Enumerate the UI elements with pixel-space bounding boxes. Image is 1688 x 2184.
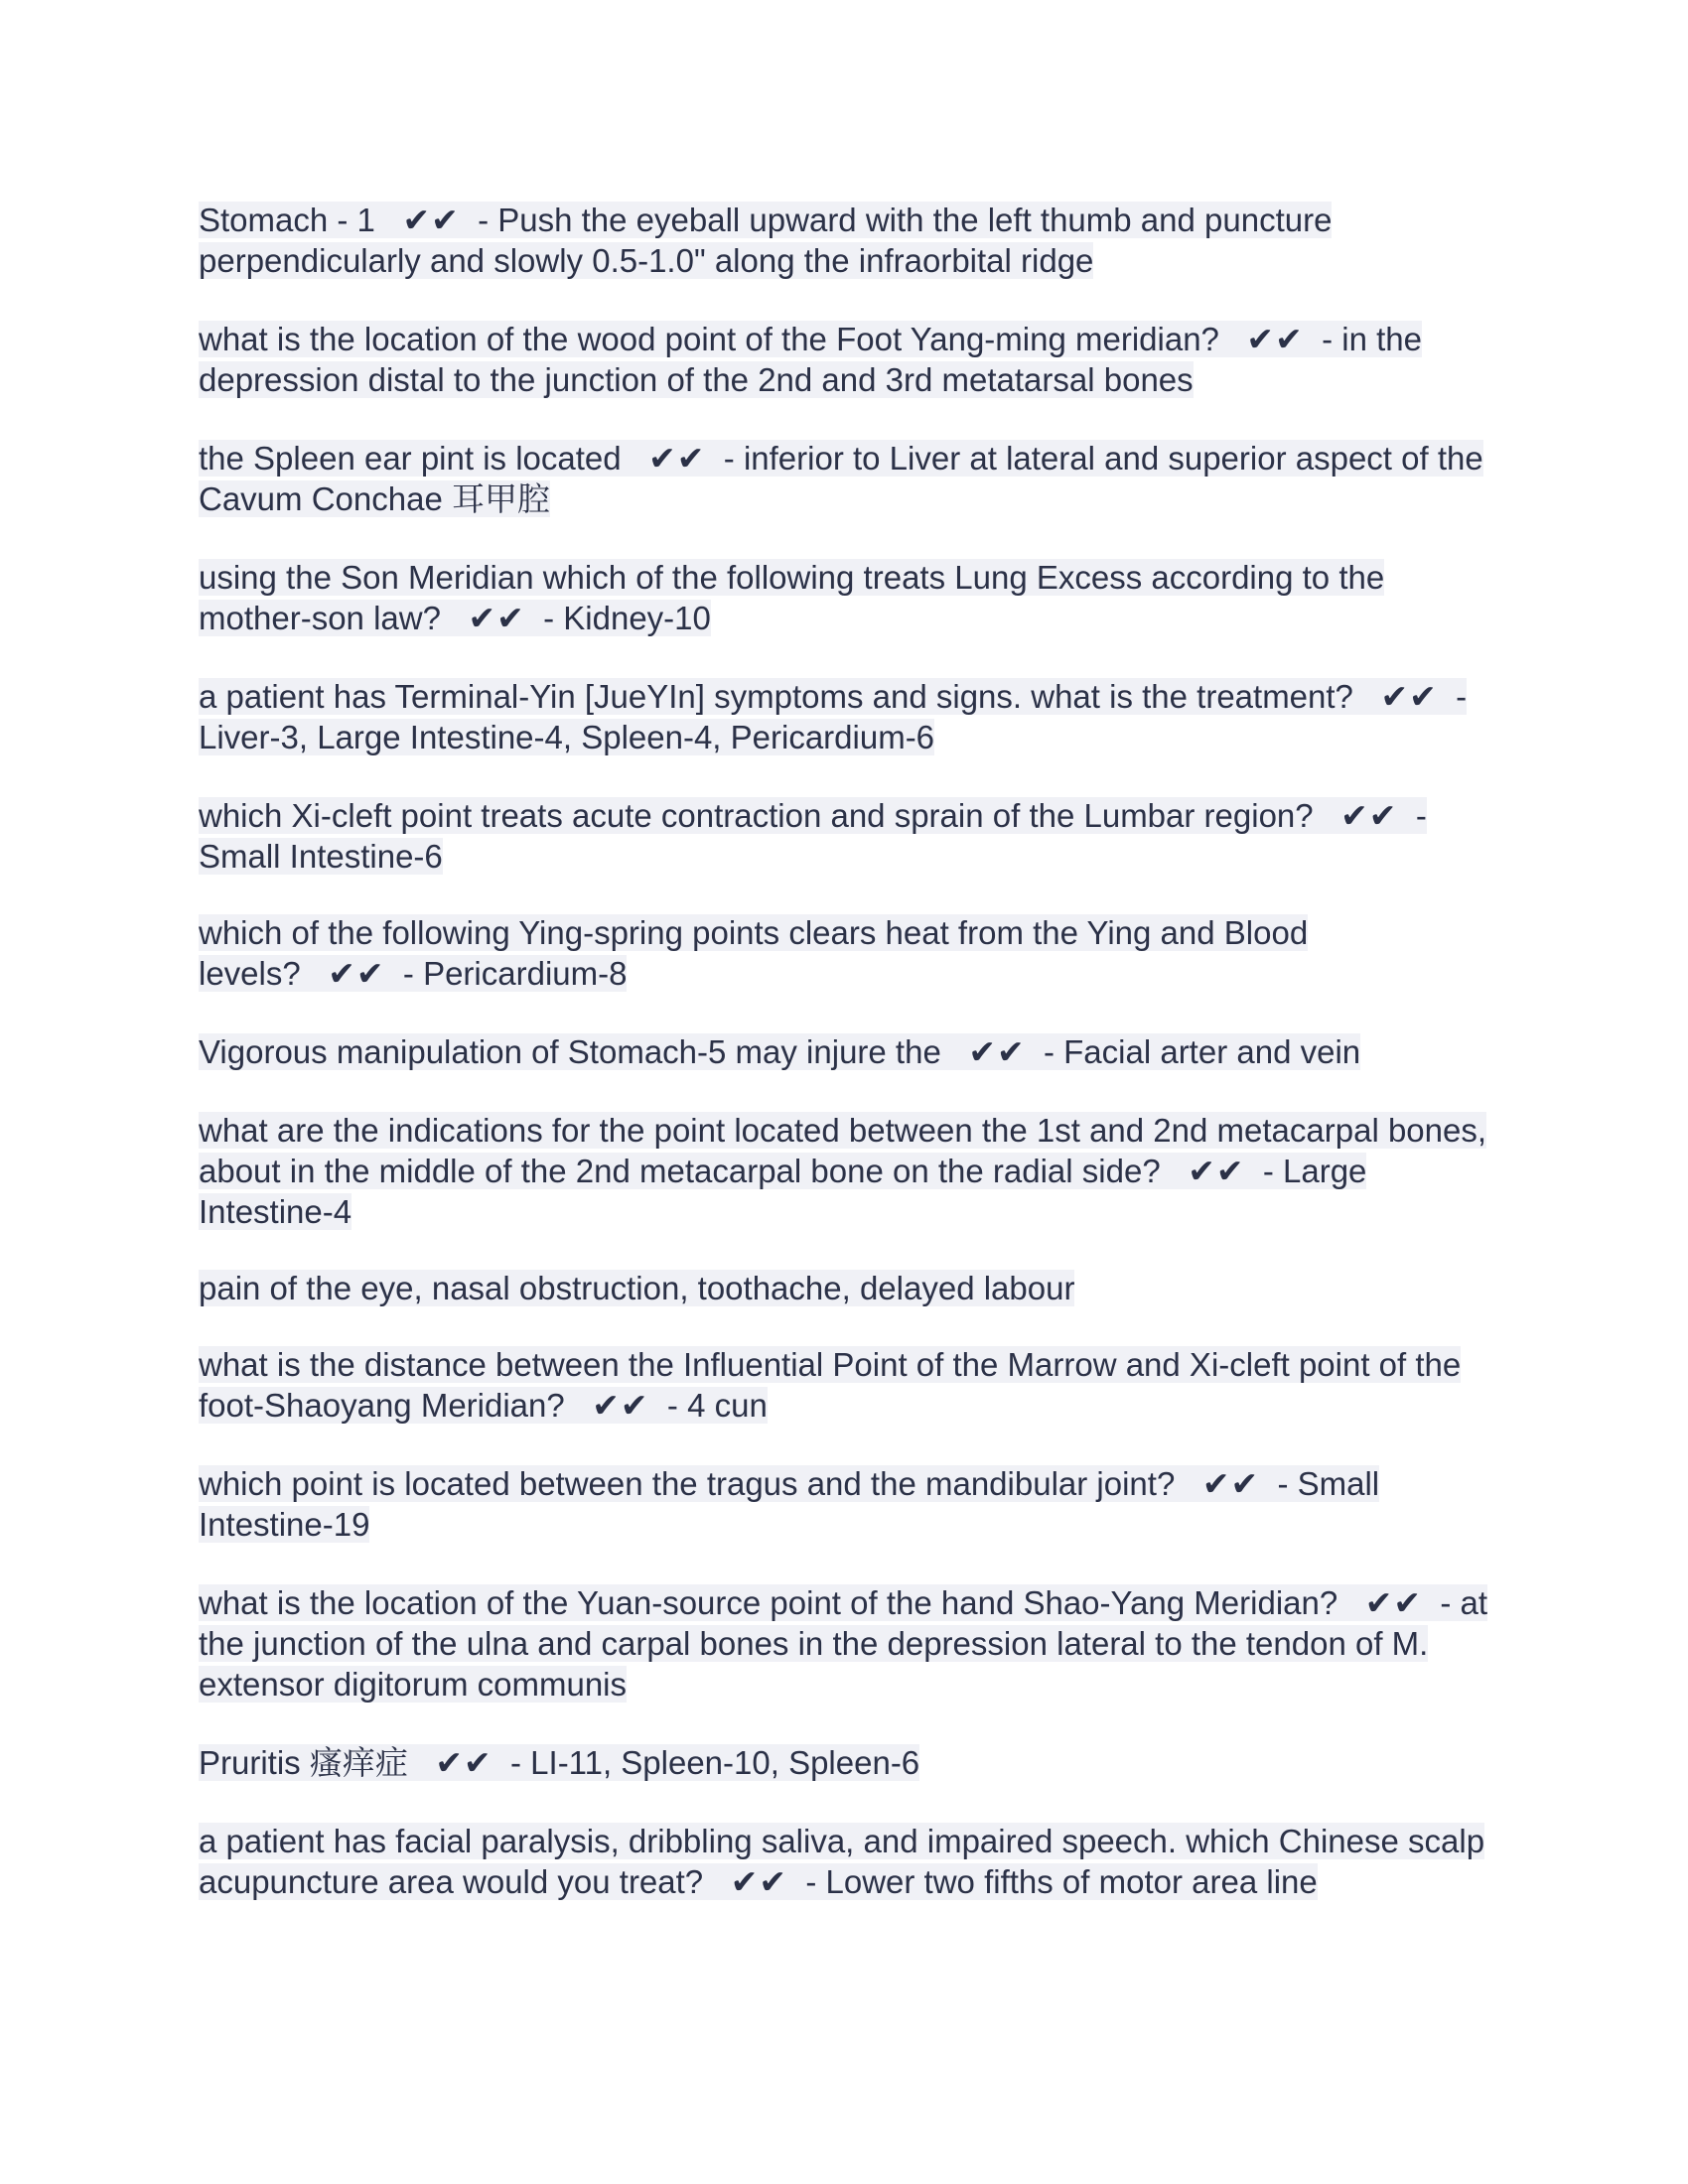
question-text: a patient has facial paralysis, dribbling saliva, and impaired speech. which Chinese scalp acupuncture area would you treat?: [199, 1823, 1485, 1900]
double-check-icon: ✔✔: [592, 1387, 649, 1424]
qa-entry: [199, 1821, 1489, 1902]
qa-entry: [199, 1344, 1489, 1426]
answer-text: - LI-11, Spleen-10, Spleen-6: [510, 1744, 920, 1781]
answer-text: - Small Intestine-19: [199, 1465, 1380, 1543]
qa-entry: [199, 438, 1489, 519]
question-text: what is the distance between the Influential Point of the Marrow and Xi-cleft point of the foot-Shaoyang Meridian?: [199, 1346, 1462, 1424]
qa-entry: [199, 1742, 1489, 1783]
double-check-icon: ✔✔: [1340, 797, 1398, 834]
question-text: Pruritis 瘙痒症: [199, 1744, 408, 1781]
question-text: using the Son Meridian which of the following treats Lung Excess according to the mother-son law?: [199, 559, 1385, 636]
question-text: which Xi-cleft point treats acute contraction and sprain of the Lumbar region?: [199, 797, 1314, 834]
double-check-icon: ✔✔: [730, 1863, 787, 1900]
qa-entry: [199, 1110, 1489, 1232]
question-text: Stomach - 1: [199, 202, 375, 238]
double-check-icon: ✔✔: [1380, 678, 1438, 715]
answer-text: - Pericardium-8: [402, 955, 628, 992]
qa-entry: [199, 795, 1489, 877]
answer-text: - Kidney-10: [543, 600, 711, 636]
qa-entry: [199, 1031, 1489, 1072]
double-check-icon: ✔✔: [402, 202, 460, 238]
answer-text: - Large Intestine-4: [199, 1153, 1367, 1230]
qa-entry: [199, 912, 1489, 994]
answer-text: - inferior to Liver at lateral and superior aspect of the Cavum Conchae 耳甲腔: [199, 440, 1483, 517]
double-check-icon: ✔✔: [1201, 1465, 1260, 1502]
answer-text: - Lower two fifths of motor area line: [805, 1863, 1318, 1900]
qa-entry: [199, 557, 1489, 638]
answer-text: - in the depression distal to the junction of the 2nd and 3rd metatarsal bones: [199, 321, 1422, 398]
double-check-icon: ✔✔: [1188, 1153, 1245, 1189]
question-text: Vigorous manipulation of Stomach-5 may injure the: [199, 1033, 941, 1070]
double-check-icon: ✔✔: [435, 1744, 492, 1781]
answer-text: - Facial arter and vein: [1043, 1033, 1361, 1070]
question-text: pain of the eye, nasal obstruction, toothache, delayed labour: [199, 1270, 1075, 1306]
question-text: the Spleen ear pint is located: [199, 440, 622, 477]
double-check-icon: ✔✔: [468, 600, 525, 636]
qa-entry: [199, 1463, 1489, 1545]
flashcard-list: [199, 200, 1489, 1940]
answer-text: - Small Intestine-6: [199, 797, 1427, 875]
double-check-icon: ✔✔: [1246, 321, 1304, 357]
question-text: which of the following Ying-spring points clears heat from the Ying and Blood levels?: [199, 914, 1309, 992]
question-text: a patient has Terminal-Yin [JueYIn] symptoms and signs. what is the treatment?: [199, 678, 1353, 715]
qa-entry: [199, 1582, 1489, 1705]
qa-entry: [199, 676, 1489, 757]
question-text: what are the indications for the point located between the 1st and 2nd metacarpal bones, about in the middle of the 2nd metacarpal bone on the radial side?: [199, 1112, 1487, 1189]
qa-entry: [199, 319, 1489, 400]
answer-text: - 4 cun: [666, 1387, 768, 1424]
qa-entry: [199, 200, 1489, 281]
question-text: which point is located between the tragus and the mandibular joint?: [199, 1465, 1176, 1502]
answer-text: - Push the eyeball upward with the left thumb and puncture perpendicularly and slowly 0.5-1.0" along the infraorbital ridge: [199, 202, 1333, 279]
question-text: what is the location of the wood point of the Foot Yang-ming meridian?: [199, 321, 1219, 357]
answer-text: - Liver-3, Large Intestine-4, Spleen-4, Pericardium-6: [199, 678, 1468, 755]
double-check-icon: ✔✔: [328, 955, 385, 992]
double-check-icon: ✔✔: [648, 440, 706, 477]
qa-entry: [199, 1268, 1489, 1308]
question-text: what is the location of the Yuan-source point of the hand Shao-Yang Meridian?: [199, 1584, 1338, 1621]
double-check-icon: ✔✔: [1364, 1584, 1423, 1621]
double-check-icon: ✔✔: [968, 1033, 1026, 1070]
answer-text: - at the junction of the ulna and carpal bones in the depression lateral to the tendon of M. extensor digitorum communis: [199, 1584, 1488, 1703]
